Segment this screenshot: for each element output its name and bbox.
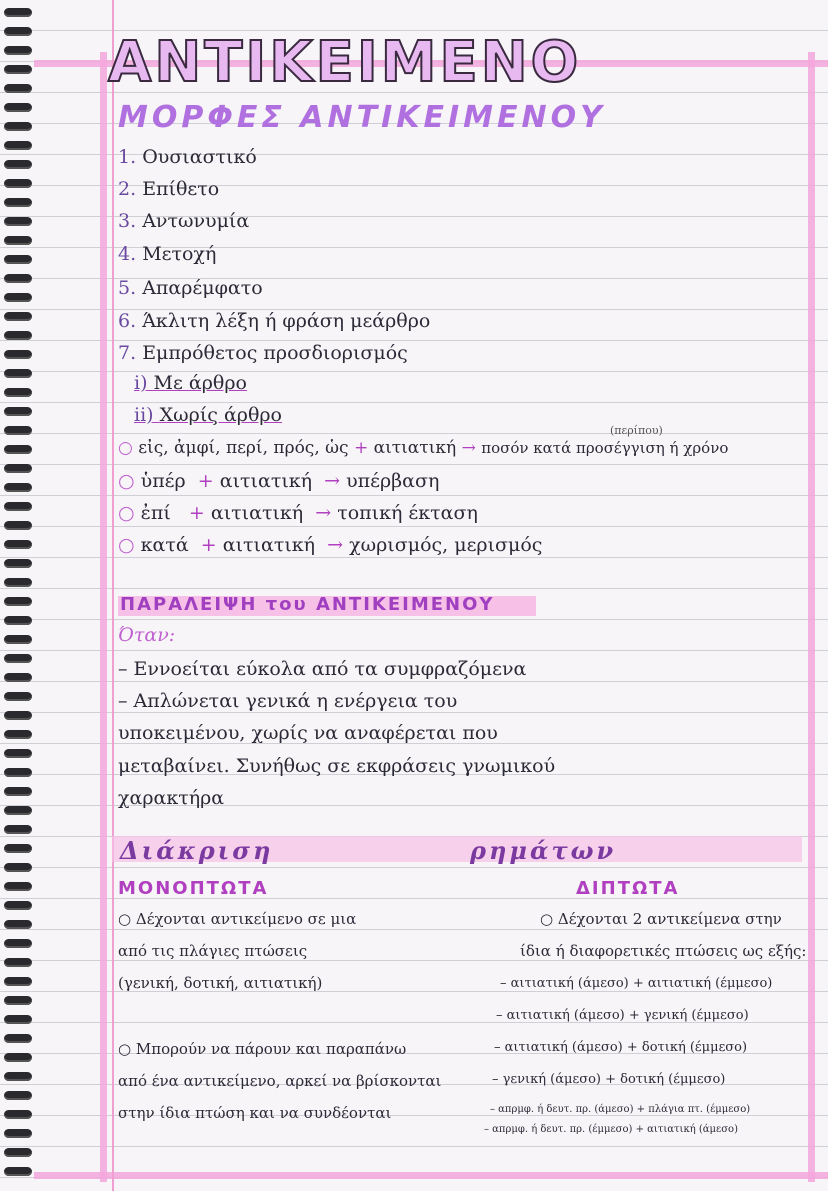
spiral-ring: [4, 1015, 32, 1024]
spiral-ring: [4, 882, 32, 891]
spiral-ring: [4, 407, 32, 416]
spiral-ring: [4, 274, 32, 283]
spiral-ring: [4, 939, 32, 948]
spiral-ring: [4, 445, 32, 454]
spiral-ring: [4, 1034, 32, 1043]
sub-item: i) Με άρθρο: [134, 372, 247, 394]
spiral-ring: [4, 654, 32, 663]
spiral-ring: [4, 540, 32, 549]
form-item: 1. Ουσιαστικό: [118, 146, 257, 168]
mono-line: από τις πλάγιες πτώσεις: [118, 942, 308, 960]
spiral-ring: [4, 1110, 32, 1119]
omission-when: Όταν:: [118, 624, 176, 646]
spiral-ring: [4, 616, 32, 625]
mono-title: ΜΟΝΟΠΤΩΤΑ: [118, 878, 269, 899]
preposition-row: ○ ὑπέρ + αιτιατική → υπέρβαση: [118, 470, 440, 492]
spiral-ring: [4, 825, 32, 834]
sub-item: ii) Χωρίς άρθρο: [134, 404, 282, 426]
pink-right-border: [808, 52, 815, 1182]
spiral-ring: [4, 559, 32, 568]
spiral-ring: [4, 502, 32, 511]
spiral-ring: [4, 122, 32, 131]
spiral-ring: [4, 1167, 32, 1176]
spiral-ring: [4, 692, 32, 701]
spiral-ring: [4, 331, 32, 340]
omission-line: μεταβαίνει. Συνήθως σε εκφράσεις γνωμικού: [118, 755, 556, 777]
spiral-ring: [4, 388, 32, 397]
omission-line: υποκειμένου, χωρίς να αναφέρεται που: [118, 722, 498, 744]
spiral-ring: [4, 198, 32, 207]
spiral-ring: [4, 768, 32, 777]
spiral-ring: [4, 84, 32, 93]
spiral-ring: [4, 1072, 32, 1081]
form-item: 7. Εμπρόθετος προσδιορισμός: [118, 342, 408, 364]
di-case: – αιτιατική (άμεσο) + δοτική (έμμεσο): [494, 1040, 748, 1055]
omission-title: ΠΑΡΑΛΕΙΨΗ του ΑΝΤΙΚΕΙΜΕΝΟΥ: [120, 594, 495, 615]
pink-left-border: [100, 52, 107, 1182]
page-subtitle: ΜΟΡΦΕΣ ΑΝΤΙΚΕΙΜΕΝΟΥ: [118, 100, 606, 135]
spiral-ring: [4, 1053, 32, 1062]
spiral-ring: [4, 141, 32, 150]
spiral-ring: [4, 863, 32, 872]
spiral-ring: [4, 312, 32, 321]
spiral-ring: [4, 673, 32, 682]
mono-line: ○ Μπορούν να πάρουν και παραπάνω: [118, 1040, 407, 1058]
spiral-ring: [4, 255, 32, 264]
spiral-ring: [4, 920, 32, 929]
spiral-ring: [4, 806, 32, 815]
page-title: ANTIKEIMENO: [108, 30, 582, 95]
spiral-ring: [4, 901, 32, 910]
di-case: – αιτιατική (άμεσο) + αιτιατική (έμμεσο): [500, 976, 773, 991]
spiral-ring: [4, 217, 32, 226]
spiral-ring: [4, 521, 32, 530]
spiral-ring: [4, 46, 32, 55]
spiral-ring: [4, 635, 32, 644]
di-line: ○ Δέχονται 2 αντικείμενα στην: [540, 910, 782, 928]
spiral-ring: [4, 958, 32, 967]
di-case: – απρμφ. ή δευτ. πρ. (έμμεσο) + αιτιατική (άμεσο): [484, 1124, 738, 1135]
spiral-ring: [4, 350, 32, 359]
spiral-binding: [0, 0, 34, 1191]
spiral-ring: [4, 730, 32, 739]
spiral-ring: [4, 749, 32, 758]
spiral-ring: [4, 711, 32, 720]
spiral-ring: [4, 483, 32, 492]
di-line: ίδια ή διαφορετικές πτώσεις ως εξής:: [520, 942, 807, 960]
spiral-ring: [4, 103, 32, 112]
pink-bottom-border: [34, 1172, 828, 1179]
spiral-ring: [4, 8, 32, 17]
preposition-row: ○ εἰς, ἀμφί, περί, πρός, ὡς + αιτιατική → ποσόν κατά προσέγγιση ή χρόνο: [118, 438, 729, 458]
spiral-ring: [4, 1091, 32, 1100]
form-item: 3. Αντωνυμία: [118, 210, 250, 232]
omission-line: – Απλώνεται γενικά η ενέργεια του: [118, 690, 458, 712]
spiral-ring: [4, 996, 32, 1005]
spiral-ring: [4, 787, 32, 796]
mono-line: από ένα αντικείμενο, αρκεί να βρίσκονται: [118, 1072, 442, 1090]
spiral-ring: [4, 160, 32, 169]
spiral-ring: [4, 464, 32, 473]
mono-line: στην ίδια πτώση και να συνδέονται: [118, 1104, 392, 1122]
preposition-row: ○ ἐπί + αιτιατική → τοπική έκταση: [118, 502, 478, 524]
spiral-ring: [4, 179, 32, 188]
spiral-ring: [4, 426, 32, 435]
di-case: – απρμφ. ή δευτ. πρ. (άμεσο) + πλάγια πτ. (έμμεσο): [490, 1104, 751, 1115]
omission-line: χαρακτήρα: [118, 787, 225, 809]
spiral-ring: [4, 369, 32, 378]
di-title: ΔΙΠΤΩΤΑ: [576, 878, 680, 899]
spiral-ring: [4, 1148, 32, 1157]
spiral-ring: [4, 597, 32, 606]
spiral-ring: [4, 977, 32, 986]
form-item: 6. Άκλιτη λέξη ή φράση μεάρθρο: [118, 310, 431, 332]
spiral-ring: [4, 578, 32, 587]
note-approx: (περίπου): [610, 424, 663, 437]
spiral-ring: [4, 236, 32, 245]
form-item: 4. Μετοχή: [118, 243, 217, 265]
margin-line: [112, 0, 114, 1191]
di-case: – γενική (άμεσο) + δοτική (έμμεσο): [492, 1072, 726, 1087]
mono-line: ○ Δέχονται αντικείμενο σε μια: [118, 910, 357, 928]
omission-line: – Εννοείται εύκολα από τα συμφραζόμενα: [118, 658, 527, 680]
form-item: 5. Απαρέμφατο: [118, 277, 263, 299]
preposition-row: ○ κατά + αιτιατική → χωρισμός, μερισμός: [118, 534, 543, 556]
spiral-ring: [4, 65, 32, 74]
mono-line: (γενική, δοτική, αιτιατική): [118, 974, 323, 992]
spiral-ring: [4, 293, 32, 302]
spiral-ring: [4, 27, 32, 36]
spiral-ring: [4, 1129, 32, 1138]
distinction-title-left: Διάκριση: [120, 836, 274, 865]
di-case: – αιτιατική (άμεσο) + γενική (έμμεσο): [496, 1008, 749, 1023]
spiral-ring: [4, 844, 32, 853]
distinction-title-right: ρημάτων: [470, 836, 617, 865]
form-item: 2. Επίθετο: [118, 178, 220, 200]
